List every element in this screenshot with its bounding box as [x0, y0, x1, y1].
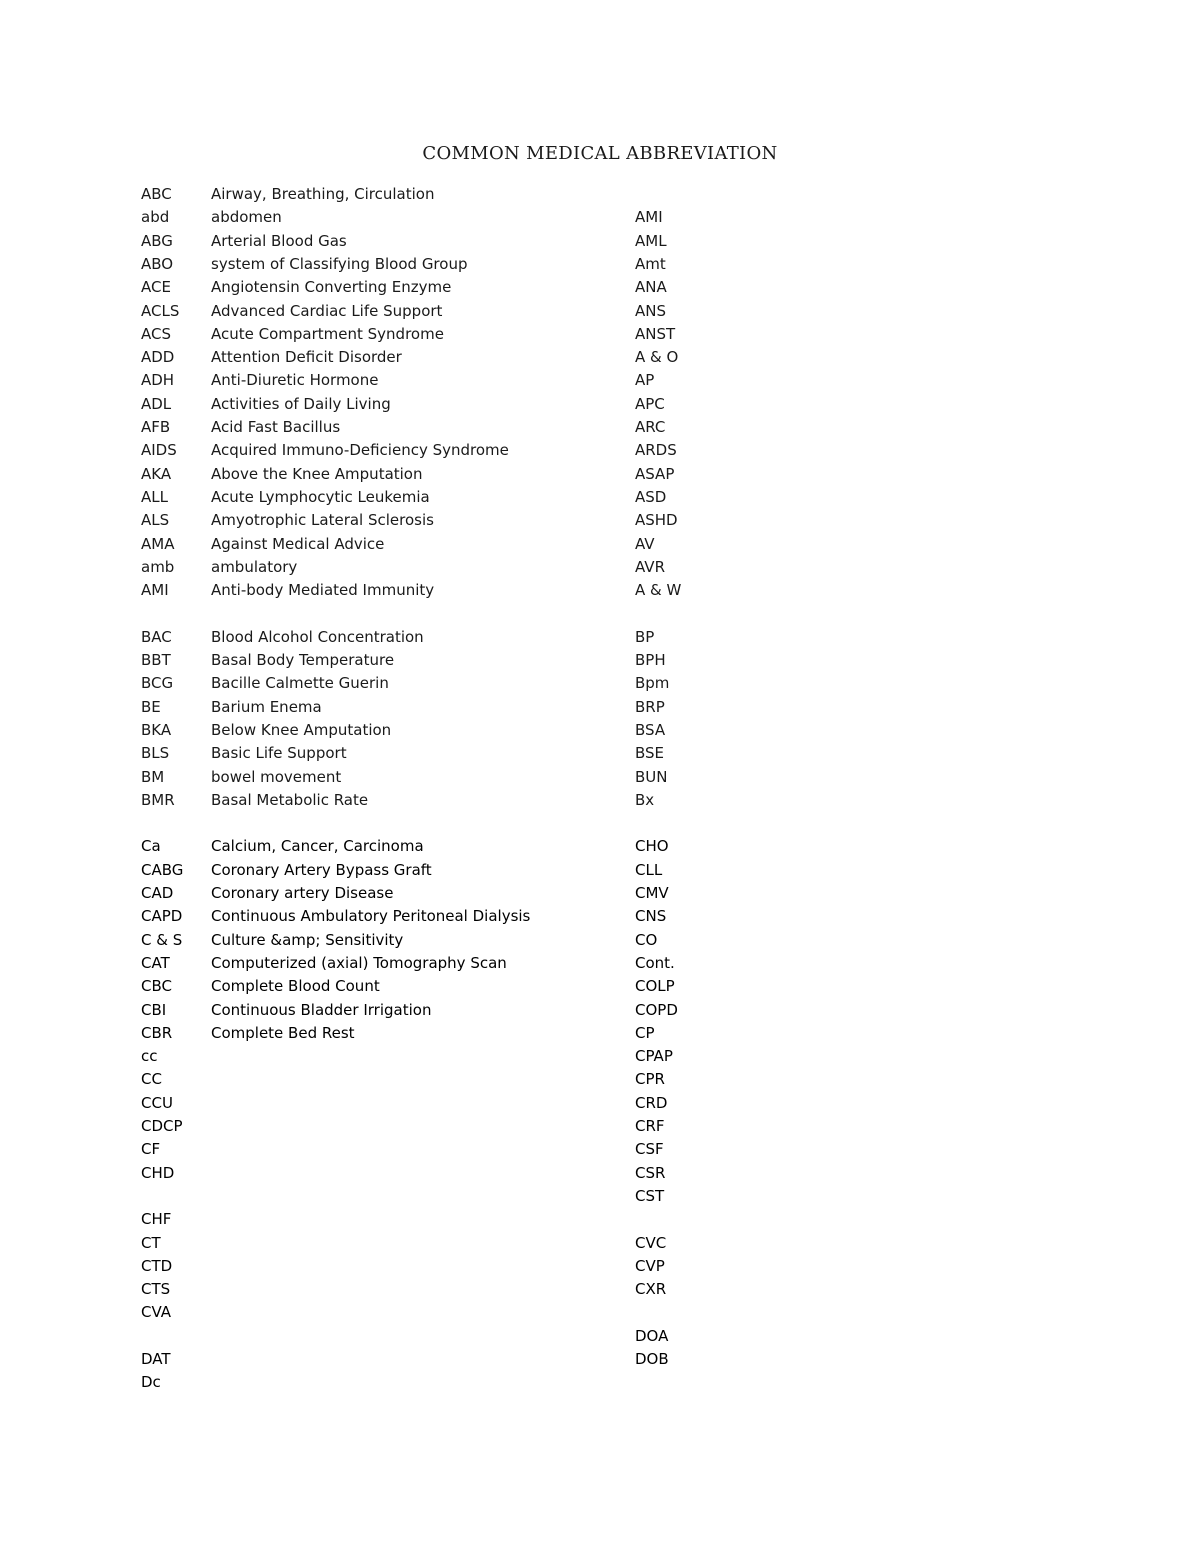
- abbreviation-left: C & S: [141, 931, 183, 949]
- abbreviation-right: CSR: [635, 1164, 666, 1182]
- abbreviation-row: [0, 1092, 1200, 1115]
- abbreviation-right: CVC: [635, 1234, 667, 1252]
- abbreviation-row: [0, 579, 1200, 602]
- abbreviation-right: CXR: [635, 1280, 667, 1298]
- abbreviation-row: [0, 882, 1200, 905]
- abbreviation-definition: Attention Deficit Disorder: [211, 348, 402, 366]
- abbreviation-left: BKA: [141, 721, 172, 739]
- abbreviation-left: CVA: [141, 1303, 172, 1321]
- abbreviation-right: CO: [635, 931, 658, 949]
- abbreviation-right: COLP: [635, 977, 675, 995]
- abbreviation-right: CNS: [635, 907, 667, 925]
- abbreviation-left: CT: [141, 1234, 161, 1252]
- abbreviation-definition: Arterial Blood Gas: [211, 232, 347, 250]
- abbreviation-row: [0, 649, 1200, 672]
- abbreviation-left: Dc: [141, 1373, 161, 1391]
- abbreviation-left: ACS: [141, 325, 171, 343]
- abbreviation-left: CCU: [141, 1094, 173, 1112]
- abbreviation-right: AV: [635, 535, 655, 553]
- abbreviation-definition: Against Medical Advice: [211, 535, 385, 553]
- abbreviation-definition: Airway, Breathing, Circulation: [211, 185, 435, 203]
- abbreviation-definition: Barium Enema: [211, 698, 322, 716]
- abbreviation-definition: Activities of Daily Living: [211, 395, 391, 413]
- abbreviation-left: ABO: [141, 255, 174, 273]
- abbreviation-left: ACE: [141, 278, 171, 296]
- abbreviation-row: [0, 602, 1200, 625]
- abbreviation-left: ABG: [141, 232, 173, 250]
- abbreviation-left: CHF: [141, 1210, 172, 1228]
- abbreviation-right: DOB: [635, 1350, 669, 1368]
- abbreviation-definition: Basal Metabolic Rate: [211, 791, 369, 809]
- abbreviation-row: [0, 742, 1200, 765]
- abbreviation-row: [0, 859, 1200, 882]
- abbreviation-row: [0, 346, 1200, 369]
- abbreviation-right: ASHD: [635, 511, 678, 529]
- abbreviation-right: CVP: [635, 1257, 665, 1275]
- abbreviation-definition: Coronary Artery Bypass Graft: [211, 861, 432, 879]
- abbreviation-definition: Basic Life Support: [211, 744, 347, 762]
- abbreviation-definition: Complete Bed Rest: [211, 1024, 355, 1042]
- abbreviation-definition: Angiotensin Converting Enzyme: [211, 278, 452, 296]
- abbreviation-row: [0, 369, 1200, 392]
- abbreviation-row: [0, 719, 1200, 742]
- abbreviation-left: AMI: [141, 581, 169, 599]
- abbreviation-right: BPH: [635, 651, 666, 669]
- abbreviation-left: CBR: [141, 1024, 173, 1042]
- abbreviation-definition: Computerized (axial) Tomography Scan: [211, 954, 507, 972]
- abbreviation-right: CPR: [635, 1070, 665, 1088]
- abbreviation-row: [0, 1045, 1200, 1068]
- abbreviation-left: amb: [141, 558, 175, 576]
- abbreviation-right: CRF: [635, 1117, 665, 1135]
- abbreviation-left: ABC: [141, 185, 172, 203]
- abbreviation-row: [0, 206, 1200, 229]
- abbreviation-row: [0, 393, 1200, 416]
- abbreviation-left: AIDS: [141, 441, 177, 459]
- abbreviation-row: [0, 230, 1200, 253]
- abbreviation-right: Amt: [635, 255, 666, 273]
- abbreviation-row: [0, 300, 1200, 323]
- abbreviation-left: CHD: [141, 1164, 175, 1182]
- abbreviation-definition: Calcium, Cancer, Carcinoma: [211, 837, 424, 855]
- abbreviation-definition: Anti-body Mediated Immunity: [211, 581, 435, 599]
- abbreviation-right: DOA: [635, 1327, 669, 1345]
- abbreviation-left: ADH: [141, 371, 175, 389]
- abbreviation-left: CBI: [141, 1001, 167, 1019]
- abbreviation-right: CPAP: [635, 1047, 673, 1065]
- abbreviation-definition: Basal Body Temperature: [211, 651, 395, 669]
- abbreviation-right: CHO: [635, 837, 669, 855]
- abbreviation-left: ALL: [141, 488, 168, 506]
- abbreviation-definition: Amyotrophic Lateral Sclerosis: [211, 511, 434, 529]
- abbreviation-row: [0, 463, 1200, 486]
- abbreviation-right: Cont.: [635, 954, 675, 972]
- abbreviation-left: DAT: [141, 1350, 171, 1368]
- abbreviation-row: [0, 1138, 1200, 1161]
- abbreviation-right: CP: [635, 1024, 655, 1042]
- abbreviation-definition: Bacille Calmette Guerin: [211, 674, 389, 692]
- abbreviation-left: CC: [141, 1070, 162, 1088]
- abbreviation-right: ASD: [635, 488, 667, 506]
- abbreviation-row: [0, 1208, 1200, 1231]
- abbreviation-row: [0, 1278, 1200, 1301]
- abbreviation-row: [0, 439, 1200, 462]
- abbreviation-right: A & O: [635, 348, 679, 366]
- abbreviation-row: [0, 486, 1200, 509]
- abbreviation-left: CTS: [141, 1280, 171, 1298]
- abbreviation-row: [0, 835, 1200, 858]
- abbreviation-left: BBT: [141, 651, 171, 669]
- abbreviation-right: ANS: [635, 302, 667, 320]
- abbreviation-row: [0, 975, 1200, 998]
- abbreviation-left: CAD: [141, 884, 174, 902]
- abbreviation-left: BMR: [141, 791, 175, 809]
- abbreviation-row: [0, 1068, 1200, 1091]
- abbreviation-left: BAC: [141, 628, 172, 646]
- abbreviation-definition: ambulatory: [211, 558, 298, 576]
- abbreviation-row: [0, 183, 1200, 206]
- abbreviation-row: [0, 276, 1200, 299]
- abbreviation-left: AFB: [141, 418, 171, 436]
- abbreviation-definition: Blood Alcohol Concentration: [211, 628, 424, 646]
- abbreviation-right: Bx: [635, 791, 655, 809]
- abbreviation-left: BE: [141, 698, 161, 716]
- abbreviation-right: ASAP: [635, 465, 675, 483]
- abbreviation-right: APC: [635, 395, 665, 413]
- abbreviation-left: CF: [141, 1140, 161, 1158]
- abbreviation-left: CAPD: [141, 907, 183, 925]
- abbreviation-right: AP: [635, 371, 655, 389]
- abbreviation-left: AKA: [141, 465, 172, 483]
- abbreviation-left: abd: [141, 208, 170, 226]
- abbreviation-left: CABG: [141, 861, 184, 879]
- abbreviation-right: A & W: [635, 581, 682, 599]
- abbreviation-right: BRP: [635, 698, 665, 716]
- abbreviation-right: AVR: [635, 558, 665, 576]
- abbreviation-definition: Below Knee Amputation: [211, 721, 392, 739]
- abbreviation-right: CRD: [635, 1094, 668, 1112]
- abbreviation-left: BLS: [141, 744, 170, 762]
- abbreviation-definition: Acute Lymphocytic Leukemia: [211, 488, 430, 506]
- abbreviation-right: CMV: [635, 884, 669, 902]
- abbreviation-left: ACLS: [141, 302, 180, 320]
- abbreviation-row: [0, 766, 1200, 789]
- abbreviation-row: [0, 1232, 1200, 1255]
- abbreviation-definition: Culture &amp; Sensitivity: [211, 931, 404, 949]
- abbreviation-definition: system of Classifying Blood Group: [211, 255, 468, 273]
- abbreviation-definition: Anti-Diuretic Hormone: [211, 371, 379, 389]
- abbreviation-row: [0, 1162, 1200, 1185]
- abbreviation-left: BCG: [141, 674, 174, 692]
- abbreviation-left: ALS: [141, 511, 170, 529]
- abbreviation-row: [0, 509, 1200, 532]
- abbreviation-left: CAT: [141, 954, 170, 972]
- abbreviation-row: [0, 789, 1200, 812]
- abbreviation-row: [0, 1115, 1200, 1138]
- abbreviation-right: BSA: [635, 721, 666, 739]
- abbreviation-row: [0, 952, 1200, 975]
- abbreviation-right: BSE: [635, 744, 665, 762]
- page-title: COMMON MEDICAL ABBREVIATION: [422, 143, 778, 164]
- abbreviation-row: [0, 533, 1200, 556]
- abbreviation-left: CBC: [141, 977, 172, 995]
- abbreviation-left: BM: [141, 768, 165, 786]
- abbreviation-row: [0, 556, 1200, 579]
- abbreviation-row: [0, 323, 1200, 346]
- abbreviation-definition: Acid Fast Bacillus: [211, 418, 341, 436]
- abbreviation-left: Ca: [141, 837, 161, 855]
- abbreviation-row: [0, 253, 1200, 276]
- abbreviation-definition: bowel movement: [211, 768, 342, 786]
- abbreviation-row: [0, 626, 1200, 649]
- abbreviation-row: [0, 1022, 1200, 1045]
- abbreviation-right: COPD: [635, 1001, 678, 1019]
- abbreviation-right: AML: [635, 232, 667, 250]
- abbreviation-left: ADL: [141, 395, 172, 413]
- abbreviation-row: [0, 1255, 1200, 1278]
- abbreviation-definition: Continuous Ambulatory Peritoneal Dialysis: [211, 907, 531, 925]
- abbreviation-left: AMA: [141, 535, 175, 553]
- abbreviation-definition: Acquired Immuno-Deficiency Syndrome: [211, 441, 509, 459]
- abbreviation-right: Bpm: [635, 674, 670, 692]
- abbreviation-right: ARDS: [635, 441, 677, 459]
- abbreviation-row: [0, 812, 1200, 835]
- abbreviation-right: CLL: [635, 861, 663, 879]
- abbreviation-row: [0, 1325, 1200, 1348]
- abbreviation-definition: Acute Compartment Syndrome: [211, 325, 444, 343]
- abbreviation-definition: Advanced Cardiac Life Support: [211, 302, 443, 320]
- abbreviation-row: [0, 672, 1200, 695]
- abbreviation-left: ADD: [141, 348, 175, 366]
- abbreviation-row: [0, 1301, 1200, 1324]
- abbreviation-row: [0, 416, 1200, 439]
- abbreviation-row: [0, 1185, 1200, 1208]
- abbreviation-right: ARC: [635, 418, 666, 436]
- abbreviation-row: [0, 696, 1200, 719]
- abbreviation-definition: Complete Blood Count: [211, 977, 380, 995]
- abbreviation-left: cc: [141, 1047, 158, 1065]
- abbreviation-row: [0, 1348, 1200, 1371]
- abbreviation-definition: Above the Knee Amputation: [211, 465, 423, 483]
- abbreviation-right: BUN: [635, 768, 668, 786]
- abbreviation-right: AMI: [635, 208, 663, 226]
- abbreviation-definition: Coronary artery Disease: [211, 884, 394, 902]
- abbreviation-right: BP: [635, 628, 655, 646]
- abbreviation-definition: abdomen: [211, 208, 282, 226]
- abbreviation-right: CST: [635, 1187, 665, 1205]
- abbreviation-definition: Continuous Bladder Irrigation: [211, 1001, 432, 1019]
- abbreviation-row: [0, 1371, 1200, 1394]
- abbreviation-row: [0, 905, 1200, 928]
- abbreviation-left: CDCP: [141, 1117, 183, 1135]
- abbreviation-right: CSF: [635, 1140, 664, 1158]
- abbreviation-left: CTD: [141, 1257, 173, 1275]
- abbreviation-right: ANST: [635, 325, 676, 343]
- abbreviation-row: [0, 999, 1200, 1022]
- abbreviation-right: ANA: [635, 278, 667, 296]
- abbreviation-row: [0, 929, 1200, 952]
